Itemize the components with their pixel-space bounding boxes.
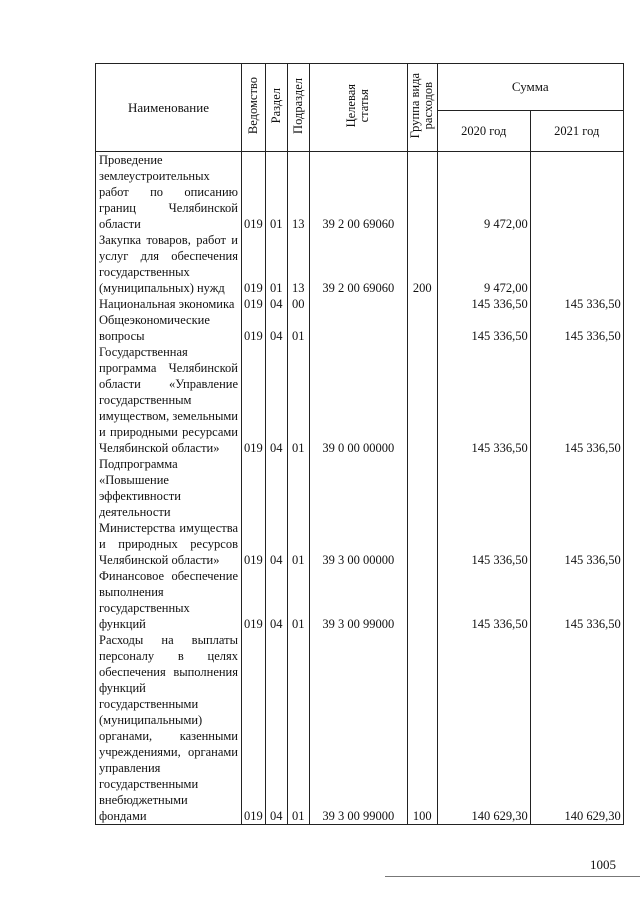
row-sum-2021: 140 629,30: [530, 632, 623, 825]
row-section: 04: [265, 568, 287, 632]
header-subsection: Подраздел: [287, 64, 309, 152]
row-sum-2020: 140 629,30: [437, 632, 530, 825]
row-name: Государственная программа Челябинской области «Управление государственным имуществом, земельными и природными ресурсами Челябинской области»: [96, 344, 242, 456]
row-department: 019: [242, 232, 266, 296]
row-name: Расходы на выплаты персоналу в целях обеспечения выполнения функций государственными (муниципальными) органами, казенными учреждениями, органами управления государственными внебюджетными фондами: [96, 632, 242, 825]
row-department: 019: [242, 568, 266, 632]
table-body: [96, 152, 624, 825]
table-row: [96, 232, 624, 296]
table-row: [96, 456, 624, 568]
row-name: Национальная экономика: [96, 296, 242, 312]
footer-rule: [385, 876, 640, 877]
row-sum-2021: 145 336,50: [530, 344, 623, 456]
row-expense-group: [407, 456, 437, 568]
row-department: 019: [242, 312, 266, 344]
row-subsection: 01: [287, 344, 309, 456]
row-expense-group: 100: [407, 632, 437, 825]
page-number: 1005: [590, 857, 616, 872]
row-sum-2020: 9 472,00: [437, 232, 530, 296]
header-target-article: Целевая статья: [309, 64, 407, 152]
header-name: Наименование: [96, 64, 242, 152]
row-subsection: 01: [287, 632, 309, 825]
row-sum-2020: 145 336,50: [437, 344, 530, 456]
row-target-article: [309, 312, 407, 344]
header-section: Раздел: [265, 64, 287, 152]
table-row: [96, 632, 624, 825]
header-sum: Сумма: [437, 64, 623, 111]
table-row: [96, 568, 624, 632]
row-subsection: 01: [287, 568, 309, 632]
table-row: [96, 296, 624, 312]
row-expense-group: [407, 568, 437, 632]
row-section: 04: [265, 312, 287, 344]
row-sum-2021: 145 336,50: [530, 568, 623, 632]
row-name: Общеэкономические вопросы: [96, 312, 242, 344]
row-subsection: 13: [287, 152, 309, 233]
row-sum-2021: [530, 152, 623, 233]
row-department: 019: [242, 296, 266, 312]
row-section: 01: [265, 232, 287, 296]
row-name: Закупка товаров, работ и услуг для обеспечения государственных (муниципальных) нужд: [96, 232, 242, 296]
row-sum-2021: 145 336,50: [530, 296, 623, 312]
row-subsection: 01: [287, 312, 309, 344]
row-subsection: 13: [287, 232, 309, 296]
row-expense-group: [407, 312, 437, 344]
header-expense-group: Группа вида расходов: [407, 64, 437, 152]
row-target-article: [309, 296, 407, 312]
row-department: 019: [242, 152, 266, 233]
row-department: 019: [242, 344, 266, 456]
budget-table: [95, 63, 624, 825]
row-section: 04: [265, 296, 287, 312]
row-sum-2020: 145 336,50: [437, 312, 530, 344]
table-row: [96, 344, 624, 456]
row-target-article: 39 0 00 00000: [309, 344, 407, 456]
row-target-article: 39 2 00 69060: [309, 152, 407, 233]
row-name: Проведение землеустроительных работ по описанию границ Челябинской области: [96, 152, 242, 233]
row-target-article: 39 3 00 99000: [309, 568, 407, 632]
table-row: [96, 152, 624, 233]
row-expense-group: [407, 344, 437, 456]
row-target-article: 39 2 00 69060: [309, 232, 407, 296]
row-section: 04: [265, 632, 287, 825]
row-expense-group: [407, 296, 437, 312]
row-sum-2021: 145 336,50: [530, 456, 623, 568]
header-year-2021: 2021 год: [530, 111, 623, 152]
row-subsection: 01: [287, 456, 309, 568]
header-row: [96, 64, 624, 111]
row-section: 04: [265, 456, 287, 568]
row-sum-2020: 9 472,00: [437, 152, 530, 233]
row-sum-2020: 145 336,50: [437, 456, 530, 568]
row-target-article: 39 3 00 99000: [309, 632, 407, 825]
row-name: Финансовое обеспечение выполнения государственных функций: [96, 568, 242, 632]
row-name: Подпрограмма «Повышение эффективности деятельности Министерства имущества и природных ресурсов Челябинской области»: [96, 456, 242, 568]
row-expense-group: [407, 152, 437, 233]
row-section: 01: [265, 152, 287, 233]
row-sum-2020: 145 336,50: [437, 568, 530, 632]
header-year-2020: 2020 год: [437, 111, 530, 152]
row-sum-2020: 145 336,50: [437, 296, 530, 312]
row-target-article: 39 3 00 00000: [309, 456, 407, 568]
row-expense-group: 200: [407, 232, 437, 296]
table-row: [96, 312, 624, 344]
row-subsection: 00: [287, 296, 309, 312]
row-section: 04: [265, 344, 287, 456]
row-sum-2021: 145 336,50: [530, 312, 623, 344]
row-department: 019: [242, 632, 266, 825]
header-department: Ведомство: [242, 64, 266, 152]
row-department: 019: [242, 456, 266, 568]
row-sum-2021: [530, 232, 623, 296]
